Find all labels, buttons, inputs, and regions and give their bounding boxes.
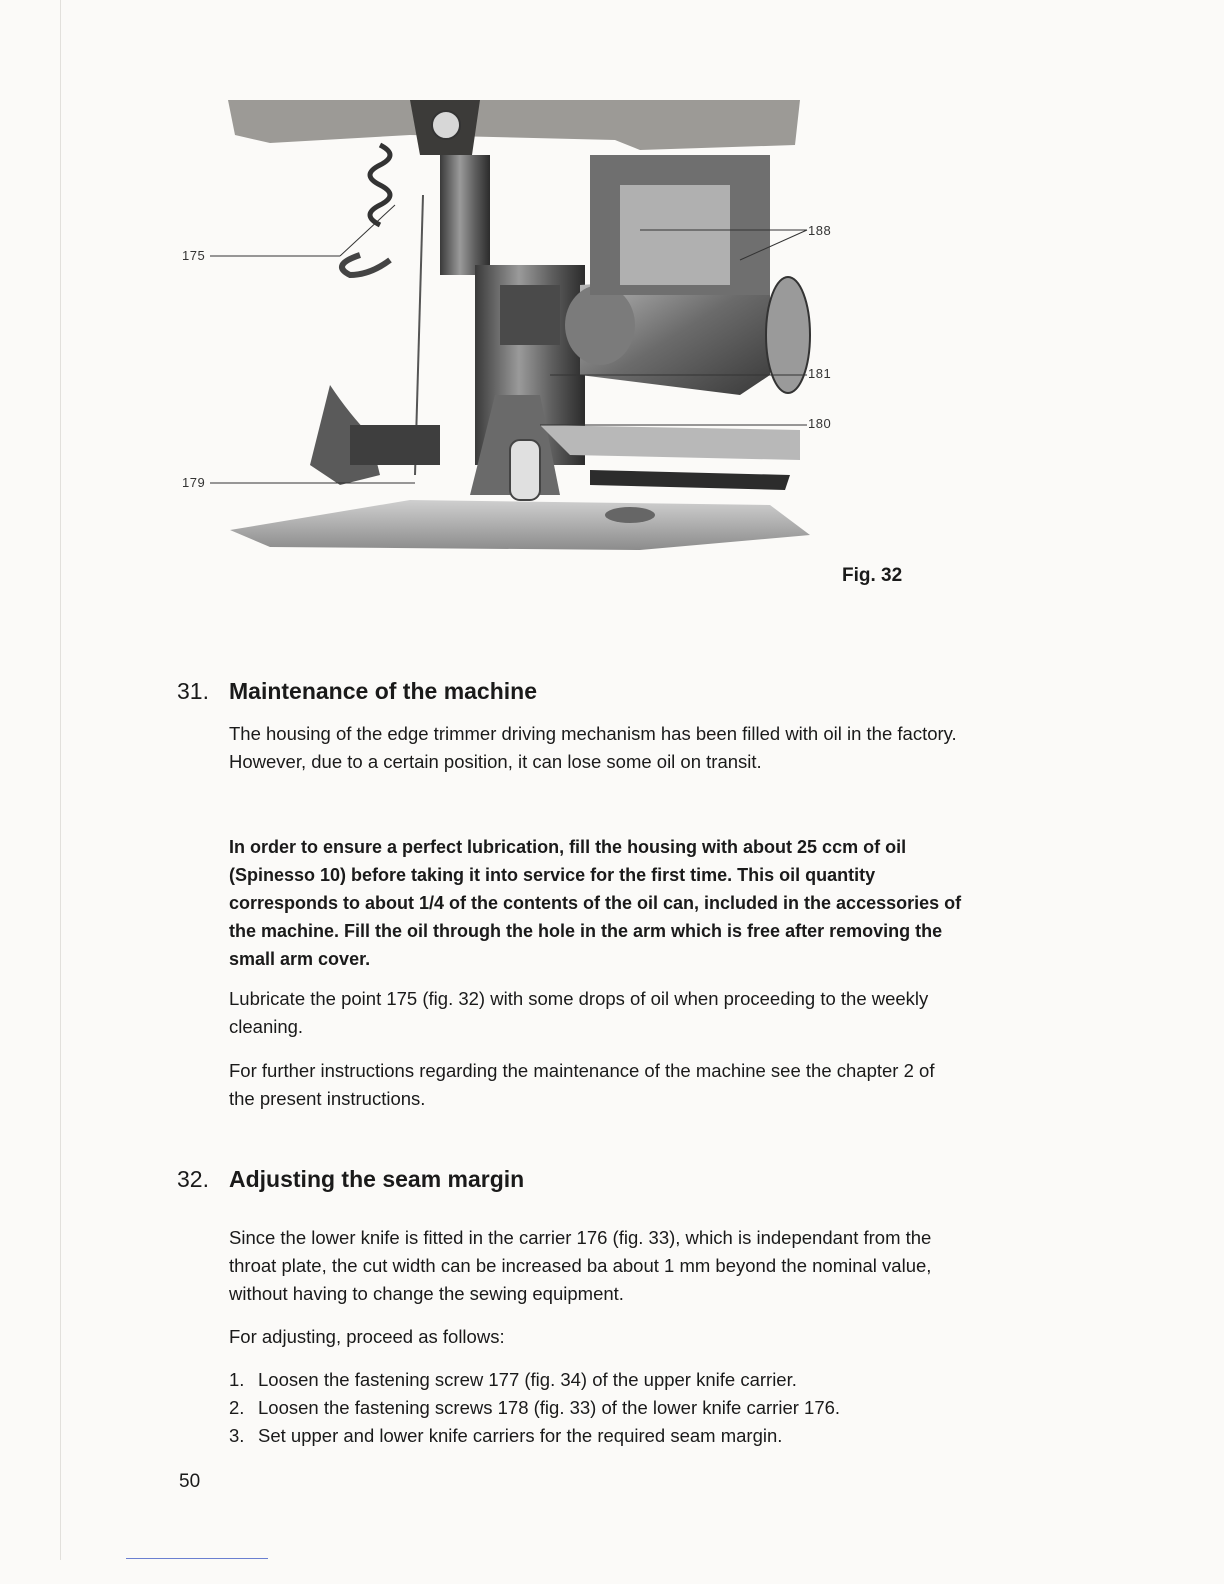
machine-photo [210, 95, 820, 555]
callout-181: 181 [808, 366, 832, 381]
page-edge [60, 0, 61, 1560]
section-title: Adjusting the seam margin [229, 1166, 525, 1192]
step-number: 3. [229, 1425, 245, 1446]
step-text: Loosen the fastening screw 177 (fig. 34) of the upper knife carrier. [258, 1369, 797, 1390]
step-number: 2. [229, 1397, 245, 1418]
paragraph-bold-note: In order to ensure a perfect lubrication, fill the housing with about 25 ccm of oil (Spinesso 10) before taking it into service for the first time. This oil quantity corresponds to about 1/4 of the contents of the oil can, included in the accessories of the machine. Fill the oil through the hole in the arm which is free after removing the small arm cover. [229, 837, 962, 969]
paragraph: The housing of the edge trimmer driving mechanism has been filled with oil in the factory. However, due to a certain position, it can lose some oil on transit. [229, 723, 957, 772]
callout-188: 188 [808, 223, 832, 238]
callout-175: 175 [182, 248, 206, 263]
section-32-heading [177, 1166, 524, 1193]
step-list [229, 1366, 964, 1450]
list-item [229, 1366, 964, 1394]
paragraph: Lubricate the point 175 (fig. 32) with some drops of oil when proceeding to the weekly cleaning. [229, 988, 929, 1037]
footer-rule [126, 1558, 268, 1559]
callout-179: 179 [182, 475, 206, 490]
section-number: 32. [177, 1166, 209, 1192]
section-title: Maintenance of the machine [229, 678, 538, 704]
paragraph: For further instructions regarding the maintenance of the machine see the chapter 2 of the present instructions. [229, 1060, 935, 1109]
step-number: 1. [229, 1369, 245, 1390]
list-item [229, 1422, 964, 1450]
paragraph: For adjusting, proceed as follows: [229, 1326, 505, 1347]
step-text: Loosen the fastening screws 178 (fig. 33) of the lower knife carrier 176. [258, 1397, 841, 1418]
step-text: Set upper and lower knife carriers for the required seam margin. [258, 1425, 783, 1446]
list-item [229, 1394, 964, 1422]
page-number: 50 [179, 1471, 201, 1492]
callout-180: 180 [808, 416, 832, 431]
figure-caption: Fig. 32 [842, 565, 903, 586]
figure-32 [170, 95, 860, 595]
paragraph: Since the lower knife is fitted in the carrier 176 (fig. 33), which is independant from the throat plate, the cut width can be increased ba about 1 mm beyond the nominal value, without having to change the sewing equipment. [229, 1227, 932, 1304]
section-31-heading [177, 678, 537, 705]
section-number: 31. [177, 678, 209, 704]
